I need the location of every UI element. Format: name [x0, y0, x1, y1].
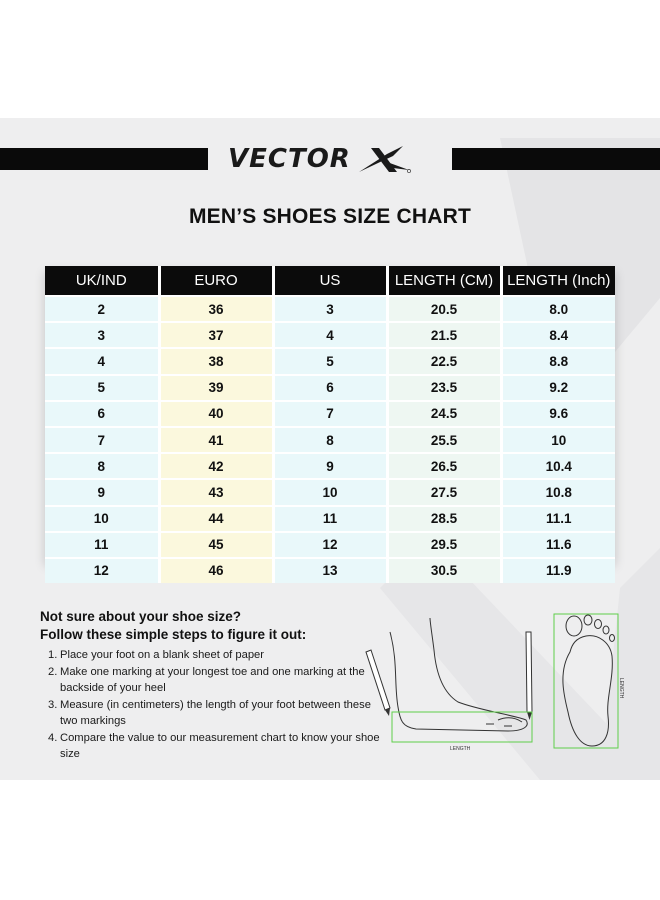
cell-length-inch: 11.6: [501, 532, 615, 558]
cell-length-cm: 30.5: [387, 558, 501, 583]
length-label-top: LENGTH: [618, 678, 624, 699]
cell-us: 9: [273, 453, 387, 479]
table-row: [45, 427, 615, 453]
length-label-side: LENGTH: [450, 746, 471, 752]
cell-euro: 41: [159, 427, 273, 453]
cell-euro: 39: [159, 375, 273, 401]
table-row: [45, 506, 615, 532]
step-text: Compare the value to our measurement chart to know your shoe size: [60, 731, 380, 760]
cell-euro: 42: [159, 453, 273, 479]
cell-length-cm: 29.5: [387, 532, 501, 558]
table-row: [45, 479, 615, 505]
brand-logo: [228, 142, 434, 176]
cell-euro: 45: [159, 532, 273, 558]
cell-length-inch: 9.2: [501, 375, 615, 401]
size-chart-table: [45, 266, 615, 583]
table-row: [45, 401, 615, 427]
cell-euro: 38: [159, 348, 273, 374]
step-text: Make one marking at your longest toe and one marking at the backside of your heel: [60, 665, 365, 694]
cell-euro: 36: [159, 296, 273, 322]
table-header-row: [45, 266, 615, 296]
cell-euro: 46: [159, 558, 273, 583]
length-guide-side: [392, 712, 532, 742]
cell-uk-ind: 7: [45, 427, 159, 453]
table-row: [45, 322, 615, 348]
cell-uk-ind: 4: [45, 348, 159, 374]
cell-length-inch: 11.9: [501, 558, 615, 583]
step-number: 4.: [48, 731, 58, 744]
cell-us: 6: [273, 375, 387, 401]
header-bar-right: [452, 148, 660, 170]
cell-length-cm: 21.5: [387, 322, 501, 348]
step-number: 1.: [48, 649, 58, 661]
cell-length-cm: 26.5: [387, 453, 501, 479]
cell-us: 4: [273, 322, 387, 348]
cell-uk-ind: 10: [45, 506, 159, 532]
list-item: [40, 647, 380, 664]
foot-measurement-illustration: [358, 612, 628, 757]
cell-length-cm: 27.5: [387, 479, 501, 505]
cell-length-cm: 28.5: [387, 506, 501, 532]
step-text: Measure (in centimeters) the length of your foot between these two markings: [60, 698, 371, 727]
list-item: [40, 664, 380, 697]
brand-x-mark-icon: [357, 144, 413, 174]
table-row: [45, 532, 615, 558]
cell-length-inch: 8.4: [501, 322, 615, 348]
cell-length-cm: 20.5: [387, 296, 501, 322]
table-row: [45, 375, 615, 401]
table-row: [45, 296, 615, 322]
size-chart-table-wrap: [45, 266, 615, 579]
instructions-subheading: Follow these simple steps to figure it out:: [40, 627, 307, 642]
cell-length-inch: 11.1: [501, 506, 615, 532]
cell-us: 13: [273, 558, 387, 583]
cell-us: 12: [273, 532, 387, 558]
cell-length-cm: 24.5: [387, 401, 501, 427]
table-row: [45, 453, 615, 479]
cell-euro: 37: [159, 322, 273, 348]
cell-euro: 43: [159, 479, 273, 505]
column-header-us: US: [273, 266, 387, 296]
cell-us: 11: [273, 506, 387, 532]
measuring-instructions: [40, 608, 380, 763]
column-header-length-cm: LENGTH (CM): [387, 266, 501, 296]
pencil-right-icon: [526, 632, 532, 720]
table-row: [45, 558, 615, 583]
step-number: 2.: [48, 665, 58, 678]
cell-length-inch: 10.4: [501, 453, 615, 479]
list-item: [40, 730, 380, 763]
cell-us: 7: [273, 401, 387, 427]
cell-length-cm: 25.5: [387, 427, 501, 453]
column-header-euro: EURO: [159, 266, 273, 296]
column-header-length-inch: LENGTH (Inch): [501, 266, 615, 296]
brand-name: VECTOR: [228, 144, 351, 174]
cell-uk-ind: 12: [45, 558, 159, 583]
step-text: Place your foot on a blank sheet of paper: [60, 649, 264, 661]
cell-uk-ind: 9: [45, 479, 159, 505]
cell-uk-ind: 2: [45, 296, 159, 322]
cell-length-cm: 23.5: [387, 375, 501, 401]
cell-us: 10: [273, 479, 387, 505]
cell-uk-ind: 5: [45, 375, 159, 401]
cell-us: 5: [273, 348, 387, 374]
cell-us: 8: [273, 427, 387, 453]
list-item: [40, 697, 380, 730]
cell-length-inch: 10: [501, 427, 615, 453]
cell-length-inch: 9.6: [501, 401, 615, 427]
cell-euro: 44: [159, 506, 273, 532]
page-title: MEN’S SHOES SIZE CHART: [188, 205, 472, 228]
pencil-left-icon: [366, 650, 390, 716]
step-number: 3.: [48, 698, 58, 711]
column-header-uk-ind: UK/IND: [45, 266, 159, 296]
side-foot-icon: [390, 618, 527, 731]
table-row: [45, 348, 615, 374]
cell-uk-ind: 6: [45, 401, 159, 427]
cell-length-inch: 10.8: [501, 479, 615, 505]
cell-uk-ind: 8: [45, 453, 159, 479]
top-foot-icon: [563, 615, 615, 746]
instructions-steps: [40, 647, 380, 763]
cell-length-inch: 8.8: [501, 348, 615, 374]
cell-uk-ind: 3: [45, 322, 159, 348]
cell-length-inch: 8.0: [501, 296, 615, 322]
cell-euro: 40: [159, 401, 273, 427]
cell-us: 3: [273, 296, 387, 322]
header-bar-left: [0, 148, 208, 170]
cell-length-cm: 22.5: [387, 348, 501, 374]
cell-uk-ind: 11: [45, 532, 159, 558]
instructions-heading: Not sure about your shoe size?: [40, 609, 242, 624]
